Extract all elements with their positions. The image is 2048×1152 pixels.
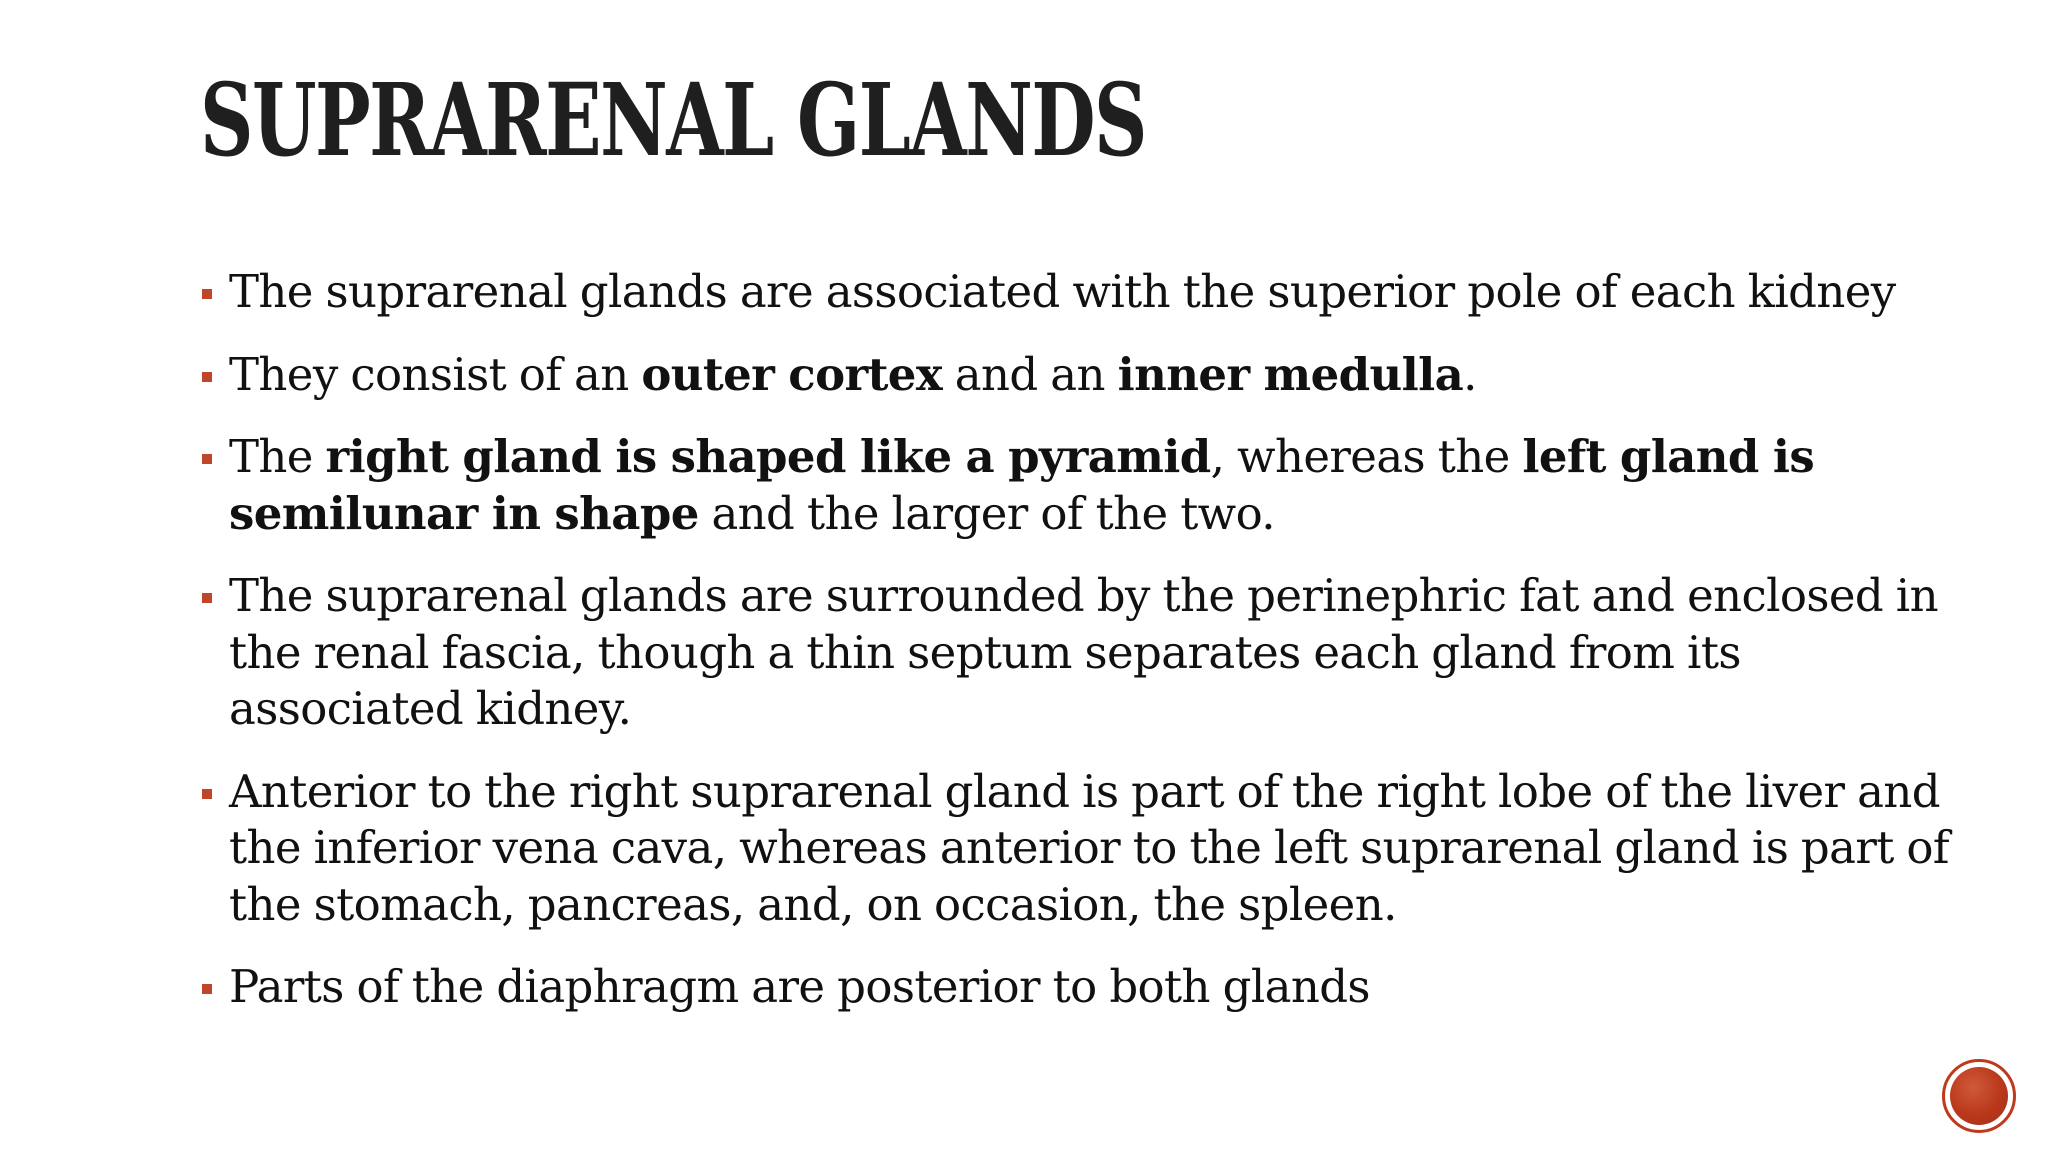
bullet-text: Anterior to the right suprarenal gland is part of the right lobe of the liver and the inferior vena cava, whereas anterior to the left suprarenal gland is part of the stomach, pancreas, and, on occasion, the spleen. bbox=[229, 764, 1949, 931]
square-bullet-icon bbox=[202, 593, 212, 603]
bullet-text-bold: right gland is shaped like a pyramid bbox=[325, 430, 1211, 483]
bullet-text: and an bbox=[942, 347, 1118, 401]
red-circle-icon bbox=[1942, 1059, 2016, 1133]
square-bullet-icon bbox=[202, 789, 212, 799]
bullet-item bbox=[199, 959, 1959, 1016]
bullet-text: Parts of the diaphragm are posterior to both glands bbox=[229, 960, 1370, 1013]
bullet-text: The bbox=[229, 430, 326, 483]
square-bullet-icon bbox=[202, 454, 212, 464]
bullet-text: , whereas the bbox=[1210, 430, 1523, 483]
bullet-text: . bbox=[1463, 347, 1477, 401]
bullet-text: They consist of an bbox=[229, 347, 642, 401]
square-bullet-icon bbox=[202, 984, 212, 994]
bullet-text-bold: outer cortex bbox=[641, 347, 943, 401]
red-circle-fill bbox=[1950, 1067, 2008, 1125]
bullet-item bbox=[199, 568, 1959, 738]
bullet-text: The suprarenal glands are surrounded by the perinephric fat and enclosed in the renal fascia, though a thin septum separates each gland from its associated kidney. bbox=[229, 569, 1938, 735]
bullet-list bbox=[199, 264, 1959, 1042]
square-bullet-icon bbox=[202, 289, 212, 299]
slide-title: SUPRARENAL GLANDS bbox=[200, 61, 1147, 179]
bullet-item bbox=[199, 264, 1959, 321]
bullet-text-bold: left gland is semilunar in shape bbox=[229, 430, 1815, 540]
bullet-text: and the larger of the two. bbox=[698, 486, 1276, 540]
bullet-item bbox=[199, 764, 1959, 934]
square-bullet-icon bbox=[202, 372, 212, 382]
bullet-item bbox=[199, 347, 1959, 404]
bullet-text: The suprarenal glands are associated with the superior pole of each kidney bbox=[229, 265, 1896, 318]
bullet-item bbox=[199, 429, 1959, 542]
bullet-text-bold: inner medulla bbox=[1117, 347, 1464, 401]
